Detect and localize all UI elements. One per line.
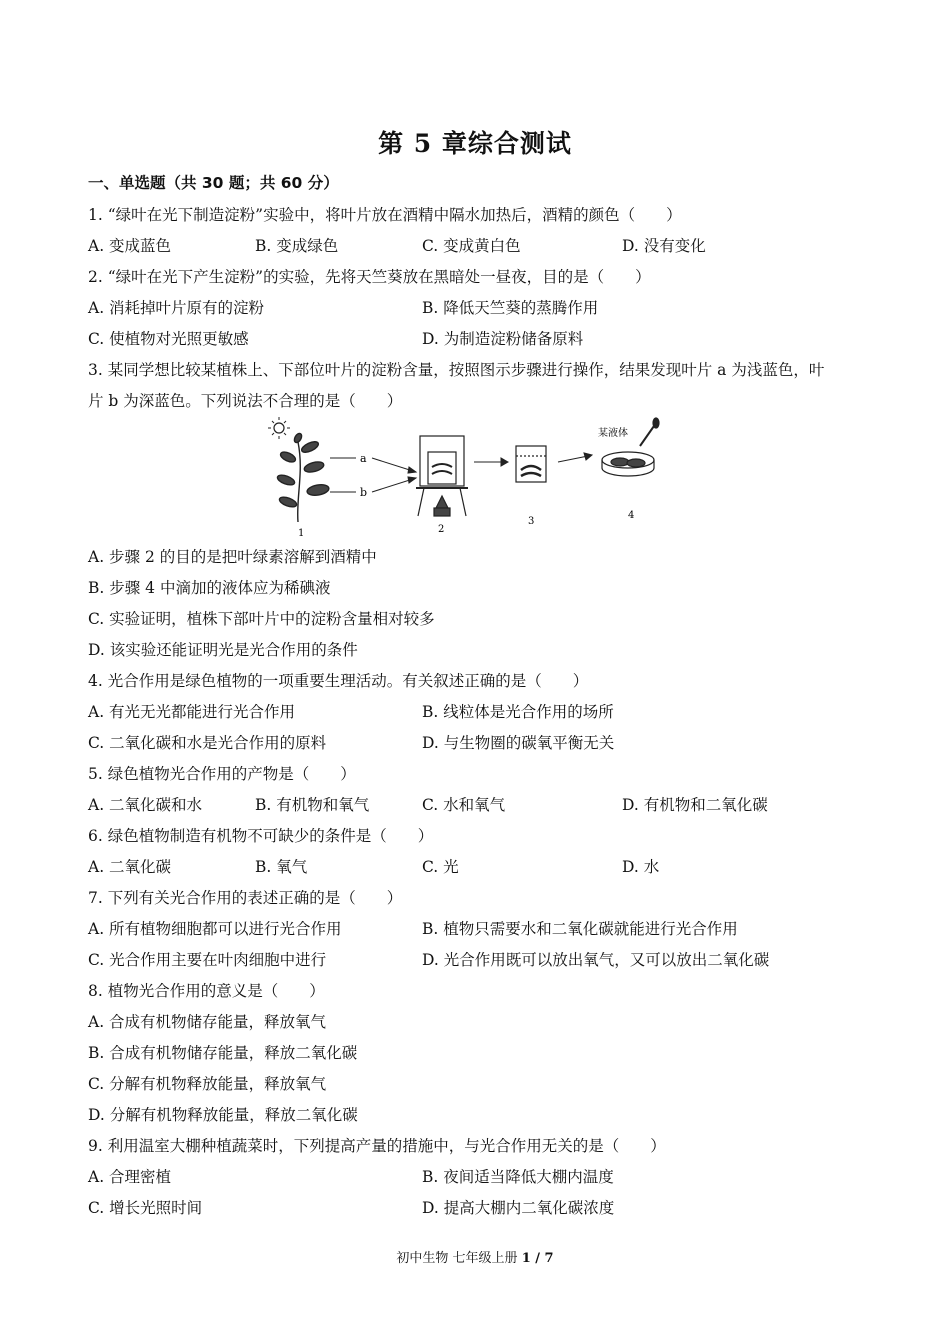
liquid-label: 某液体 (598, 428, 628, 439)
q4-option-d: D. 与生物圈的碳氧平衡无关 (422, 734, 615, 752)
step-number-3: 3 (528, 516, 535, 527)
experiment-figure (268, 412, 668, 540)
question-4-stem: 4. 光合作用是绿色植物的一项重要生理活动。有关叙述正确的是（ ） (88, 672, 589, 690)
q1-option-a: A. 变成蓝色 (88, 237, 172, 255)
q2-option-d: D. 为制造淀粉储备原料 (422, 330, 584, 348)
q3-option-c: C. 实验证明，植株下部叶片中的淀粉含量相对较多 (88, 610, 435, 628)
q1-option-c: C. 变成黄白色 (422, 237, 521, 255)
q9-option-a: A. 合理密植 (88, 1168, 172, 1186)
plant-drawing (276, 432, 330, 522)
q7-option-c: C. 光合作用主要在叶肉细胞中进行 (88, 951, 327, 969)
q1-option-b: B. 变成绿色 (255, 237, 339, 255)
footer-text: 初中生物 七年级上册 (396, 1251, 518, 1266)
q6-option-d: D. 水 (622, 858, 660, 876)
q2-option-b: B. 降低天竺葵的蒸腾作用 (422, 299, 599, 317)
sun-icon (268, 417, 290, 439)
q7-option-b: B. 植物只需要水和二氧化碳就能进行光合作用 (422, 920, 738, 938)
q7-option-d: D. 光合作用既可以放出氧气，又可以放出二氧化碳 (422, 951, 770, 969)
petri-dish-drawing (602, 418, 659, 476)
q7-option-a: A. 所有植物细胞都可以进行光合作用 (88, 920, 342, 938)
q2-option-c: C. 使植物对光照更敏感 (88, 330, 249, 348)
q6-option-b: B. 氧气 (255, 858, 308, 876)
question-3-stem-line2: 片 b 为深蓝色。下列说法不合理的是（ ） (88, 392, 403, 410)
question-3-stem-line1: 3. 某同学想比较某植株上、下部位叶片的淀粉含量，按照图示步骤进行操作，结果发现叶片 a 为浅蓝色，叶 (88, 361, 825, 379)
q5-option-b: B. 有机物和氧气 (255, 796, 370, 814)
leaf-label-b: b (360, 486, 368, 499)
question-6-stem: 6. 绿色植物制造有机物不可缺少的条件是（ ） (88, 827, 434, 845)
q5-option-a: A. 二氧化碳和水 (88, 796, 203, 814)
question-1-stem: 1. “绿叶在光下制造淀粉”实验中，将叶片放在酒精中隔水加热后，酒精的颜色（ ） (88, 206, 682, 224)
rinse-beaker-drawing (516, 446, 546, 482)
q1-option-d: D. 没有变化 (622, 237, 706, 255)
section-heading: 一、单选题（共 30 题；共 60 分） (88, 174, 339, 192)
q4-option-c: C. 二氧化碳和水是光合作用的原料 (88, 734, 327, 752)
q9-option-c: C. 增长光照时间 (88, 1199, 203, 1217)
step-number-2: 2 (438, 524, 445, 535)
q8-option-a: A. 合成有机物储存能量，释放氧气 (88, 1013, 327, 1031)
question-2-stem: 2. “绿叶在光下产生淀粉”的实验，先将天竺葵放在黑暗处一昼夜，目的是（ ） (88, 268, 651, 286)
q6-option-c: C. 光 (422, 858, 459, 876)
leaf-label-a: a (360, 452, 367, 465)
water-bath-drawing (416, 436, 468, 516)
q4-option-b: B. 线粒体是光合作用的场所 (422, 703, 614, 721)
page-number: 1 / 7 (521, 1251, 554, 1266)
q9-option-b: B. 夜间适当降低大棚内温度 (422, 1168, 614, 1186)
question-9-stem: 9. 利用温室大棚种植蔬菜时，下列提高产量的措施中，与光合作用无关的是（ ） (88, 1137, 666, 1155)
q9-option-d: D. 提高大棚内二氧化碳浓度 (422, 1199, 615, 1217)
q8-option-b: B. 合成有机物储存能量，释放二氧化碳 (88, 1044, 358, 1062)
page-title: 第 5 章综合测试 (378, 129, 572, 158)
question-8-stem: 8. 植物光合作用的意义是（ ） (88, 982, 325, 1000)
question-7-stem: 7. 下列有关光合作用的表述正确的是（ ） (88, 889, 403, 907)
question-5-stem: 5. 绿色植物光合作用的产物是（ ） (88, 765, 356, 783)
q8-option-c: C. 分解有机物释放能量，释放氧气 (88, 1075, 327, 1093)
step-number-1: 1 (298, 528, 305, 539)
q2-option-a: A. 消耗掉叶片原有的淀粉 (88, 299, 265, 317)
step-number-4: 4 (628, 510, 635, 521)
page-footer (0, 1247, 950, 1266)
q3-option-d: D. 该实验还能证明光是光合作用的条件 (88, 641, 358, 659)
q3-option-a: A. 步骤 2 的目的是把叶绿素溶解到酒精中 (88, 548, 377, 566)
q8-option-d: D. 分解有机物释放能量，释放二氧化碳 (88, 1106, 358, 1124)
q5-option-d: D. 有机物和二氧化碳 (622, 796, 768, 814)
q6-option-a: A. 二氧化碳 (88, 858, 172, 876)
q3-option-b: B. 步骤 4 中滴加的液体应为稀碘液 (88, 579, 331, 597)
q4-option-a: A. 有光无光都能进行光合作用 (88, 703, 296, 721)
q5-option-c: C. 水和氧气 (422, 796, 506, 814)
